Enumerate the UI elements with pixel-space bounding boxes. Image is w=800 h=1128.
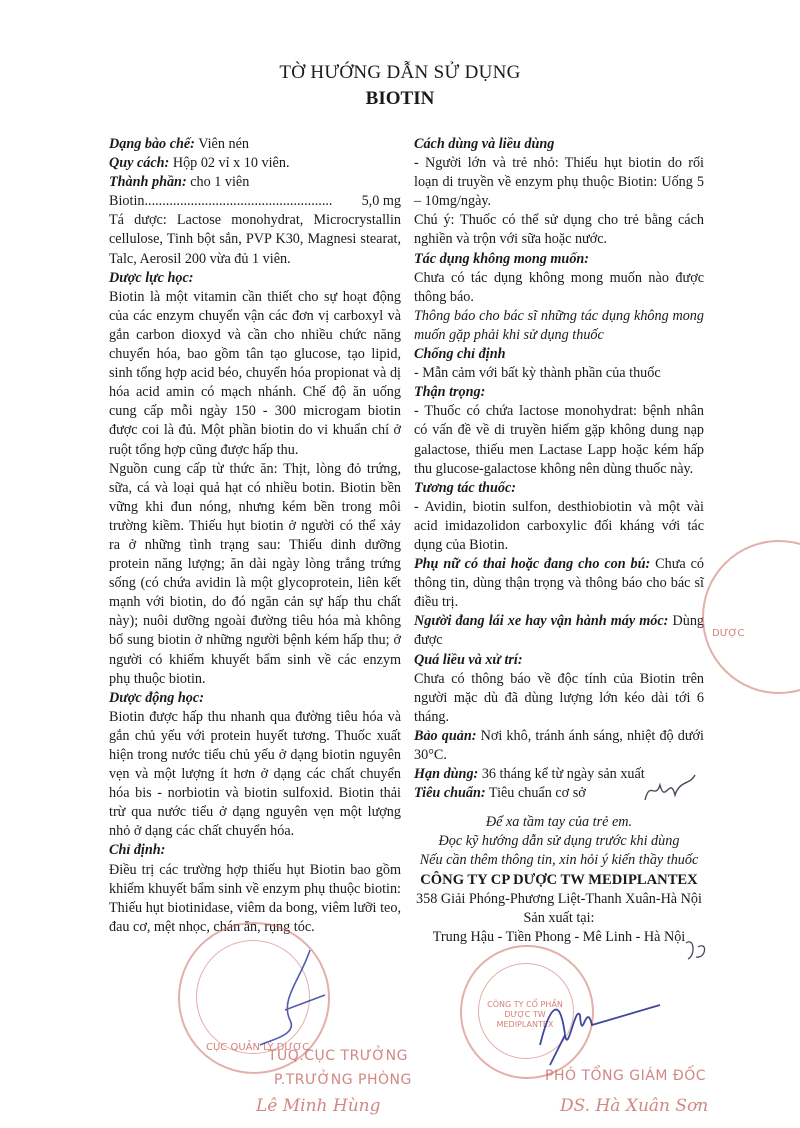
contraindications-text: - Mẫn cảm với bất kỳ thành phần của thuốc [414, 365, 661, 382]
edge-stamp [702, 540, 800, 694]
right-signer-title: PHÓ TỔNG GIÁM ĐỐC [545, 1068, 707, 1084]
packaging [109, 154, 401, 173]
warning-ask: Nếu cần thêm thông tin, xin hỏi ý kiến thầy thuốc [419, 852, 699, 869]
interactions-heading: Tương tác thuốc: [414, 479, 517, 496]
storage [414, 727, 704, 765]
biotin-name: Biotin [109, 193, 145, 210]
left-signer-title2: P.TRƯỞNG PHÒNG [274, 1072, 412, 1088]
storage-value: Nơi khô, tránh ánh sáng, nhiệt độ dưới 30°C. [414, 727, 705, 763]
edge-stamp-text: DƯỢC [712, 628, 745, 639]
company-name: CÔNG TY CP DƯỢC TW MEDIPLANTEX [420, 871, 698, 888]
right-column [414, 135, 704, 947]
pharmacodynamics-p1: Biotin là một vitamin cần thiết cho sự hoạt động của các enzym chuyển vận các đơn vị carboxyl và gắn carbon dioxyd và cần cho nhiều chức năng chuyển hóa, bao gồm tân tạo glucose, tạo lipid, sinh tổng hợp acid béo, chuyển hóa propionat và dị hóa acid amin có mạch nhánh. Chế độ ăn uống cung cấp mỗi ngày 150 - 300 microgam biotin được coi là đủ. Một phần biotin do vi khuẩn chí ở ruột tổng hợp cũng được hấp thu. [109, 288, 401, 458]
dosage-form-value: Viên nén [194, 136, 249, 152]
pharmacodynamics-p2: Nguồn cung cấp từ thức ăn: Thịt, lòng đỏ trứng, sữa, cá và loại quả hạt có nhiều botin. Biotin bền vững khi đun nóng, nhưng kém bền trong môi trường kiềm. Thiếu hụt biotin ở người có thể xảy ra ở những tình trạng sau: Thiếu dinh dưỡng protein năng lượng; ăn dài ngày lòng trắng trứng sống (có chứa avidin là một glycoprotein, liên kết mạnh với biotin, do đó ngăn cản sự hấp thu chất này); nuôi dưỡng ngoài đường tiêu hóa mà không bổ sung biotin ở những người bệnh kém hấp thu; ở người có khiếm khuyết bẩm sinh về các enzym phụ thuộc biotin. [109, 460, 401, 687]
indications-text: Điều trị các trường hợp thiếu hụt Biotin bao gồm khiếm khuyết bẩm sinh về enzym phụ thuộc biotin: Thiếu hụt biotinidase, viêm da bong, viêm lưỡi teo, đau cơ, mệt nhọc, chán ăn, rụng tóc. [109, 861, 401, 935]
composition [109, 173, 401, 192]
dosage-form [109, 135, 401, 154]
dosage-p2: Chú ý: Thuốc có thể sử dụng cho trẻ bằng cách nghiền và trộn với sữa hoặc nước. [414, 212, 704, 248]
composition-value: cho 1 viên [186, 174, 250, 191]
precautions-heading: Thận trọng: [414, 384, 486, 401]
initials-mark [640, 770, 700, 810]
biotin-dots: ..................................................... [144, 193, 333, 210]
side-effects-heading: Tác dụng không mong muốn: [414, 250, 590, 267]
dosage-heading: Cách dùng và liều dùng [414, 136, 555, 152]
driving-label: Người đang lái xe hay vận hành máy móc: [414, 613, 669, 630]
indications-heading: Chỉ định: [109, 842, 166, 859]
dosage-p1: - Người lớn và trẻ nhỏ: Thiếu hụt biotin do rối loạn di truyền về enzym phụ thuộc Biotin: Uống 5 – 10mg/ngày. [414, 155, 704, 210]
left-signer-name: Lê Minh Hùng [256, 1096, 381, 1116]
excipients: Tá dược: Lactose monohydrat, Microcrystallin cellulose, Tinh bột sắn, PVP K30, Magnesi stearat, Talc, Aerosil 200 vừa đủ 1 viên. [109, 212, 401, 267]
pregnancy-label: Phụ nữ có thai hoặc đang cho con bú: [414, 556, 651, 573]
document-title: TỜ HƯỚNG DẪN SỬ DỤNG [279, 62, 521, 83]
packaging-label: Quy cách: [109, 155, 170, 172]
interactions-text: - Avidin, biotin sulfon, desthiobiotin và một vài acid imidazolidon carboxylic đối kháng với tác dụng của Biotin. [414, 498, 704, 553]
pregnancy [414, 555, 704, 612]
warning-children: Để xa tầm tay của trẻ em. [485, 814, 633, 831]
corner-mark [682, 935, 712, 965]
storage-label: Bảo quản: [414, 727, 477, 744]
product-name: BIOTIN [365, 88, 435, 109]
left-column [109, 135, 401, 937]
composition-label: Thành phần: [109, 174, 187, 191]
contraindications-heading: Chống chỉ định [414, 346, 506, 363]
left-signature [250, 940, 340, 1050]
driving [414, 612, 704, 650]
pharmacokinetics-heading: Dược động học: [109, 689, 204, 706]
shelf-life-label: Hạn dùng: [414, 766, 479, 783]
company-address: 358 Giải Phóng-Phương Liệt-Thanh Xuân-Hà Nội [416, 890, 702, 907]
standard-value: Tiêu chuẩn cơ sở [485, 785, 586, 802]
pharmacokinetics-text: Biotin được hấp thu nhanh qua đường tiêu hóa và gắn chủ yếu với protein huyết tương. Thuốc xuất hiện trong nước tiểu chủ yếu ở dạng biotin nguyên vẹn và một lượng ít hơn ở dạng các chất chuyển hóa bis - norbiotin và biotin sulfoxid. Biotin thải trừ qua nước tiểu ở dạng nguyên vẹn một lượng nhỏ ở dạng các chất chuyển hóa. [109, 708, 401, 840]
company-stamp-text: CÔNG TY CỔ PHẦN DƯỢC TW MEDIPLANTEX [487, 1000, 563, 1029]
dosage-form-label: Dạng bào chế: [109, 136, 195, 152]
shelf-life-value: 36 tháng kể từ ngày sản xuất [478, 766, 645, 783]
overdose-heading: Quá liều và xử trí: [414, 651, 523, 668]
biotin-amount-line [109, 192, 401, 211]
driving-value: Dùng được [414, 613, 705, 649]
warning-read: Đọc kỹ hướng dẫn sử dụng trước khi dùng [438, 833, 680, 850]
packaging-value: Hộp 02 vỉ x 10 viên. [169, 155, 290, 172]
pregnancy-value: Chưa có thông tin, dùng thận trọng và thông báo cho bác sĩ điều trị. [414, 556, 704, 611]
left-signer-title1: TUQ.CỤC TRƯỞNG [268, 1048, 408, 1064]
right-signer-name: DS. Hà Xuân Sơn [560, 1096, 709, 1116]
biotin-amount: 5,0 mg [361, 193, 401, 210]
manufactured-at-label: Sản xuất tại: [523, 909, 595, 926]
standard-label: Tiêu chuẩn: [414, 785, 486, 802]
left-stamp-text: CỤC QUẢN LÝ DƯỢC [206, 1042, 310, 1053]
right-signature [520, 985, 670, 1075]
side-effects-p2: Thông báo cho bác sĩ những tác dụng không mong muốn gặp phải khi sử dụng thuốc [414, 307, 704, 343]
pharmacodynamics-heading: Dược lực học: [109, 269, 194, 286]
precautions-text: - Thuốc có chứa lactose monohydrat: bệnh nhân có vấn đề về di truyền hiếm gặp không dung nạp galactose, thiếu men Lactase Lapp hoặc kém hấp thu glucose-galactose không nên dùng thuốc này. [414, 403, 704, 477]
overdose-text: Chưa có thông báo về độc tính của Biotin trên người mặc dù đã dùng lượng lớn kéo dài tới 6 tháng. [414, 670, 704, 725]
side-effects-p1: Chưa có tác dụng không mong muốn nào được thông báo. [414, 269, 704, 305]
factory-address: Trung Hậu - Tiền Phong - Mê Linh - Hà Nội [432, 928, 686, 945]
